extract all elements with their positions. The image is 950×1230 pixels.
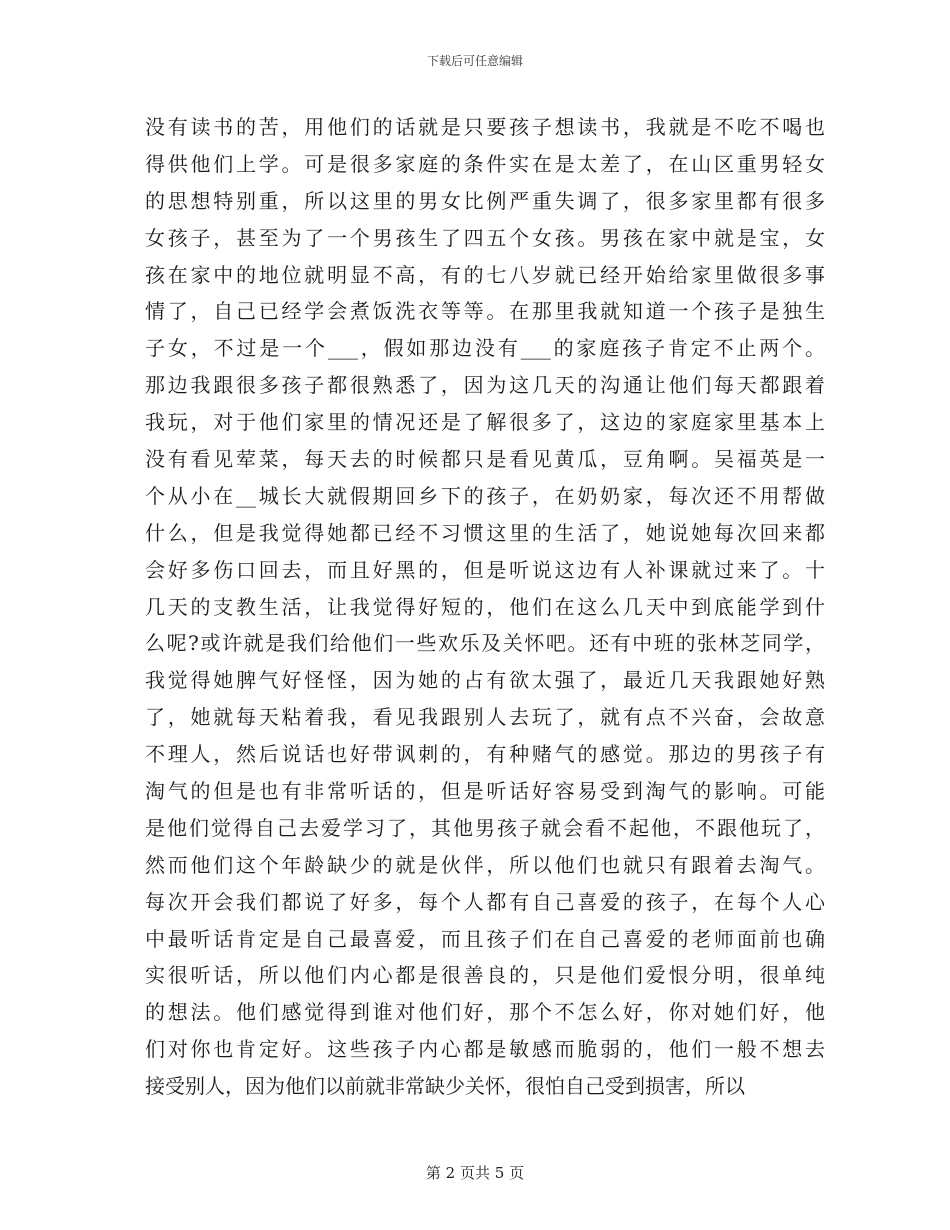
text-line: 得供他们上学。可是很多家庭的条件实在是太差了，在山区重男轻女 [145,151,825,176]
text-line: 个从小在__城长大就假期回乡下的孩子，在奶奶家，每次还不用帮做 [145,483,825,508]
page-header: 下载后可任意编辑 [426,54,523,68]
text-line: 孩在家中的地位就明显不高，有的七八岁就已经开始给家里做很多事 [145,262,825,287]
text-line: 那边我跟很多孩子都很熟悉了，因为这几天的沟通让他们每天都跟着 [145,373,825,398]
text-line: 淘气的但是也有非常听话的，但是听话好容易受到淘气的影响。可能 [145,779,825,804]
text-line: 的思想特别重，所以这里的男女比例严重失调了，很多家里都有很多 [145,188,825,213]
text-line: 的想法。他们感觉得到谁对他们好，那个不怎么好，你对她们好，他 [145,1000,825,1025]
text-line: 中最听话肯定是自己最喜爱，而且孩子们在自己喜爱的老师面前也确 [145,926,825,951]
text-line: 我玩，对于他们家里的情况还是了解很多了，这边的家庭家里基本上 [145,410,825,435]
text-line: 会好多伤口回去，而且好黑的，但是听说这边有人补课就过来了。十 [145,557,825,582]
text-line: 么呢?或许就是我们给他们一些欢乐及关怀吧。还有中班的张林芝同学， [145,631,825,656]
text-line: 不理人，然后说话也好带讽刺的，有种赌气的感觉。那边的男孩子有 [145,742,825,767]
text-line: 子女，不过是一个___，假如那边没有___的家庭孩子肯定不止两个。 [145,336,825,361]
text-line: 然而他们这个年龄缺少的就是伙伴，所以他们也就只有跟着去淘气。 [145,852,825,877]
text-line: 几天的支教生活，让我觉得好短的，他们在这么几天中到底能学到什 [145,594,825,619]
document-body [145,109,825,1105]
text-line: 没有读书的苦，用他们的话就是只要孩子想读书，我就是不吃不喝也 [145,115,825,139]
text-line: 每次开会我们都说了好多，每个人都有自己喜爱的孩子，在每个人心 [145,889,825,914]
text-line: 是他们觉得自己去爱学习了，其他男孩子就会看不起他，不跟他玩了， [145,815,825,840]
text-line: 实很听话，所以他们内心都是很善良的，只是他们爱恨分明，很单纯 [145,963,825,988]
text-line: 们对你也肯定好。这些孩子内心都是敏感而脆弱的，他们一般不想去 [145,1037,825,1062]
text-line: 什么，但是我觉得她都已经不习惯这里的生活了，她说她每次回来都 [145,520,825,545]
text-line: 了，她就每天粘着我，看见我跟别人去玩了，就有点不兴奋，会故意 [145,705,825,730]
text-line: 接受别人，因为他们以前就非常缺少关怀，很怕自己受到损害，所以 [145,1074,745,1099]
text-line: 我觉得她脾气好怪怪，因为她的占有欲太强了，最近几天我跟她好熟 [145,668,825,693]
text-line: 情了，自己已经学会煮饭洗衣等等。在那里我就知道一个孩子是独生 [145,299,825,324]
text-line: 没有看见荤菜，每天去的时候都只是看见黄瓜，豆角啊。吴福英是一 [145,447,825,472]
page-number: 第 2 页共 5 页 [425,1164,525,1182]
text-line: 女孩子，甚至为了一个男孩生了四五个女孩。男孩在家中就是宝，女 [145,225,825,250]
